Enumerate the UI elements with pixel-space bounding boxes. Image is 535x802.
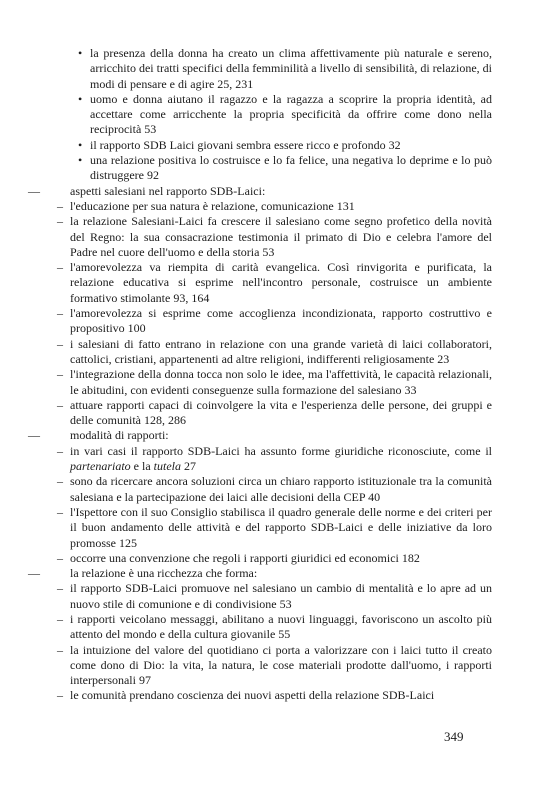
item-text: la intuizione del valore del quotidiano ci porta a valorizzare con i laici tutto il creato come dono di Dio: la vita, la natura, le cose materiali prodotte dall'uomo, i rapporti interpersonali 97 <box>70 642 492 688</box>
list-marker: — <box>28 566 40 581</box>
list-marker: – <box>57 260 63 275</box>
item-text: la relazione Salesiani-Laici fa crescere il salesiano come segno profetico della novità del Regno: la sua consacrazione testimonia il primato di Dio e celebra l'amore del Padre nel cuore dell'uomo e della storia 53 <box>70 214 492 259</box>
section-heading-item <box>28 428 492 443</box>
dash-item <box>28 214 492 260</box>
dash-item <box>28 444 492 475</box>
bullet-item <box>28 46 492 92</box>
list-marker: • <box>78 137 83 152</box>
page-number: 349 <box>444 729 464 744</box>
item-text <box>70 444 492 475</box>
item-text: occorre una convenzione che regoli i rapporti giuridici ed economici 182 <box>70 550 420 565</box>
bullet-item <box>28 92 492 138</box>
dash-item <box>28 505 492 551</box>
dash-item <box>28 612 492 643</box>
list-marker: — <box>28 428 40 443</box>
dash-item <box>28 337 492 368</box>
dash-item <box>28 306 492 337</box>
dash-item <box>28 688 492 703</box>
index-entries <box>28 46 492 704</box>
item-text: uomo e donna aiutano il ragazzo e la ragazza a scoprire la propria identità, ad accettare come arricchente la propria specificità da offrire come dono nella reciprocità 53 <box>90 91 492 137</box>
text-run: in vari casi il rapporto SDB-Laici ha assunto forme giuridiche riconosciute, come il <box>70 443 492 458</box>
list-marker: – <box>57 474 63 489</box>
list-marker: – <box>57 397 63 412</box>
item-text: il rapporto SDB Laici giovani sembra essere ricco e profondo 32 <box>90 137 401 152</box>
item-text: i salesiani di fatto entrano in relazione con una grande varietà di laici collaboratori, cattolici, cristiani, appartenenti ad altre religioni, indifferenti religiosamente 23 <box>70 336 492 366</box>
dash-item <box>28 398 492 429</box>
list-marker: – <box>57 688 63 703</box>
item-text: i rapporti veicolano messaggi, abilitano a nuovi linguaggi, favoriscono un ascolto più attento del mondo e della cultura giovanile 55 <box>70 611 492 642</box>
item-text: l'integrazione della donna tocca non solo le idee, ma l'affettività, le capacità relazionali, le abitudini, con evidenti conseguenze sulla formazione del salesiano 33 <box>70 367 492 397</box>
list-marker: • <box>78 91 83 106</box>
item-text: l'amorevolezza va riempita di carità evangelica. Così rinvigorita e purificata, la relazione educativa si esprime nell'incontro personale, costruisce un ambiente formativo stimolante 93, 164 <box>70 260 492 305</box>
section-heading-item <box>28 184 492 199</box>
italic-term: tutela <box>153 459 181 474</box>
text-run: 27 <box>181 459 196 474</box>
italic-term: partenariato <box>70 459 131 474</box>
item-text: la presenza della donna ha creato un clima affettivamente più naturale e sereno, arricchito dei tratti specifici della femminilità a livello di sensibilità, di relazione, di modi di pensare e di agire 25, 231 <box>90 46 492 91</box>
item-text: attuare rapporti capaci di coinvolgere la vita e l'esperienza delle persone, dei gruppi e delle comunità 128, 286 <box>70 397 492 428</box>
dash-item <box>28 474 492 505</box>
bullet-item <box>28 138 492 153</box>
dash-item <box>28 367 492 398</box>
list-marker: – <box>57 214 63 229</box>
list-marker: – <box>57 443 63 458</box>
list-marker: – <box>57 642 63 657</box>
item-text: aspetti salesiani nel rapporto SDB-Laici: <box>70 183 266 198</box>
dash-item <box>28 260 492 306</box>
item-text: le comunità prendano coscienza dei nuovi aspetti della relazione SDB-Laici <box>70 688 435 703</box>
item-text: l'Ispettore con il suo Consiglio stabilisca il quadro generale delle norme e dei criteri per il buon andamento delle attività e del rapporto SDB-Laici e delle iniziative da loro promosse 125 <box>70 504 492 550</box>
bullet-item <box>28 153 492 184</box>
dash-item <box>28 199 492 214</box>
item-text: sono da ricercare ancora soluzioni circa un chiaro rapporto istituzionale tra la comunità salesiana e la partecipazione dei laici alle decisioni della CEP 40 <box>70 474 492 504</box>
item-text: una relazione positiva lo costruisce e lo fa felice, una negativa lo deprime e lo può distruggere 92 <box>90 153 492 183</box>
list-marker: – <box>57 550 63 565</box>
list-marker: – <box>57 198 63 213</box>
item-text: la relazione è una ricchezza che forma: <box>70 566 258 581</box>
list-marker: • <box>78 46 83 60</box>
list-marker: • <box>78 153 83 168</box>
section-heading-item <box>28 566 492 581</box>
dash-item <box>28 551 492 566</box>
text-run: e la <box>130 459 154 474</box>
list-marker: – <box>57 581 63 596</box>
list-marker: – <box>57 611 63 626</box>
list-marker: — <box>28 183 40 198</box>
item-text: il rapporto SDB-Laici promuove nel salesiano un cambio di mentalità e lo apre ad un nuovo stile di comunione e di condivisione 53 <box>70 581 492 611</box>
item-text: l'educazione per sua natura è relazione, comunicazione 131 <box>70 198 355 213</box>
item-text: l'amorevolezza si esprime come accoglienza incondizionata, rapporto costruttivo e propositivo 100 <box>70 306 492 336</box>
list-marker: – <box>57 336 63 351</box>
dash-item <box>28 643 492 689</box>
list-marker: – <box>57 367 63 382</box>
item-text: modalità di rapporti: <box>70 428 169 443</box>
list-marker: – <box>57 306 63 321</box>
dash-item <box>28 581 492 612</box>
list-marker: – <box>57 504 63 519</box>
